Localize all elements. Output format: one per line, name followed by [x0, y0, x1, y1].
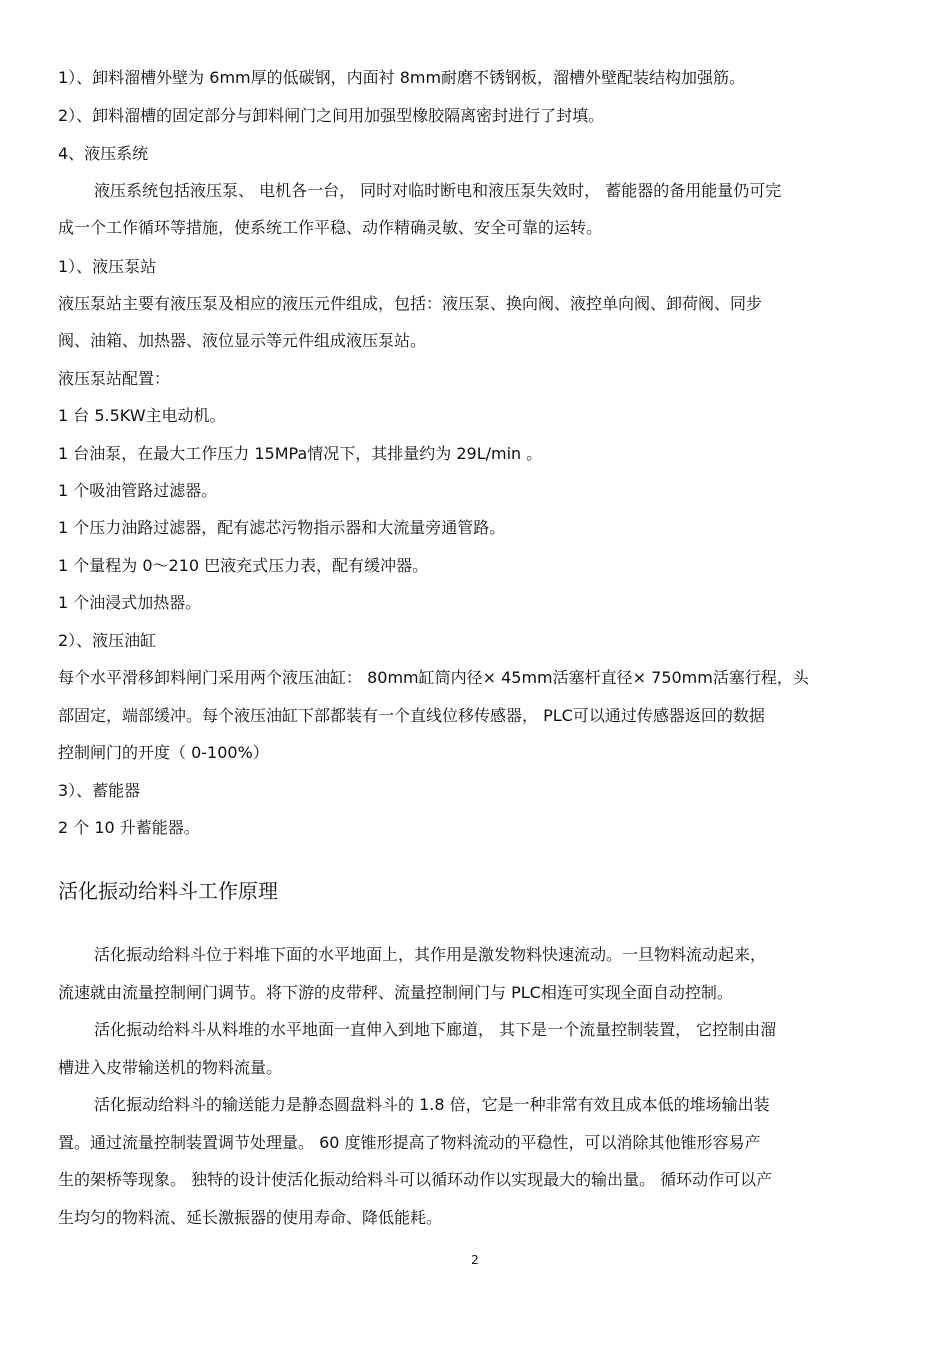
list-item: 2 个 10 升蓄能器。 [58, 818, 200, 837]
paragraph-line: 液压系统包括液压泵、 电机各一台， 同时对临时断电和液压泵失效时， 蓄能器的备用能量仍可完 [94, 181, 782, 200]
paragraph-line: 活化振动给料斗从料堆的水平地面一直伸入到地下廊道， 其下是一个流量控制装置， 它控制由溜 [94, 1020, 777, 1039]
list-item: 1 台油泵，在最大工作压力 15MPa情况下，其排量约为 29L/min 。 [58, 444, 543, 463]
paragraph-line: 生均匀的物料流、延长激振器的使用寿命、降低能耗。 [58, 1208, 443, 1227]
paragraph-line: 成一个工作循环等措施，使系统工作平稳、动作精确灵敏、安全可靠的运转。 [58, 218, 603, 237]
list-item: 1 个油浸式加热器。 [58, 593, 202, 612]
list-item: 1 台 5.5KW主电动机。 [58, 406, 226, 425]
paragraph-line: 流速就由流量控制闸门调节。将下游的皮带秤、流量控制闸门与 PLC相连可实现全面自动控制。 [58, 983, 733, 1002]
list-item: 1 个量程为 0～210 巴液充式压力表，配有缓冲器。 [58, 556, 429, 575]
list-item: 1 个吸油管路过滤器。 [58, 481, 218, 500]
section-heading: 4、液压系统 [58, 144, 149, 163]
paragraph-line: 控制闸门的开度（ 0-100%） [58, 743, 269, 762]
page-number: 2 [471, 1253, 479, 1267]
paragraph-line: 每个水平滑移卸料闸门采用两个液压油缸： 80mm缸筒内径× 45mm活塞杆直径× 750mm活塞行程，头 [58, 668, 809, 687]
paragraph-line: 活化振动给料斗的输送能力是静态圆盘料斗的 1.8 倍，它是一种非常有效且成本低的堆场输出装 [94, 1095, 770, 1114]
text-line: 2）、卸料溜槽的固定部分与卸料闸门之间用加强型橡胶隔离密封进行了封填。 [58, 106, 605, 125]
chapter-heading: 活化振动给料斗工作原理 [58, 879, 278, 903]
text-line: 1）、卸料溜槽外壁为 6mm厚的低碳钢，内面衬 8mm耐磨不锈钢板，溜槽外壁配装结构加强筋。 [58, 68, 746, 87]
text-line: 液压泵站配置： [58, 369, 171, 388]
paragraph-line: 活化振动给料斗位于料堆下面的水平地面上，其作用是激发物料快速流动。一旦物料流动起来， [94, 945, 767, 964]
paragraph-line: 槽进入皮带输送机的物料流量。 [58, 1058, 283, 1077]
subsection-heading: 2）、液压油缸 [58, 631, 157, 650]
list-item: 1 个压力油路过滤器，配有滤芯污物指示器和大流量旁通管路。 [58, 518, 506, 537]
subsection-heading: 1）、液压泵站 [58, 257, 157, 276]
subsection-heading: 3）、蓄能器 [58, 781, 141, 800]
paragraph-line: 置。通过流量控制装置调节处理量。 60 度锥形提高了物料流动的平稳性，可以消除其他锥形容易产 [58, 1133, 761, 1152]
paragraph-line: 阀、油箱、加热器、液位显示等元件组成液压泵站。 [58, 331, 427, 350]
paragraph-line: 部固定，端部缓冲。每个液压油缸下部都装有一个直线位移传感器， PLC可以通过传感器返回的数据 [58, 706, 765, 725]
paragraph-line: 生的架桥等现象。 独特的设计使活化振动给料斗可以循环动作以实现最大的输出量。 循环动作可以产 [58, 1170, 773, 1189]
paragraph-line: 液压泵站主要有液压泵及相应的液压元件组成，包括：液压泵、换向阀、液控单向阀、卸荷阀、同步 [58, 294, 763, 313]
